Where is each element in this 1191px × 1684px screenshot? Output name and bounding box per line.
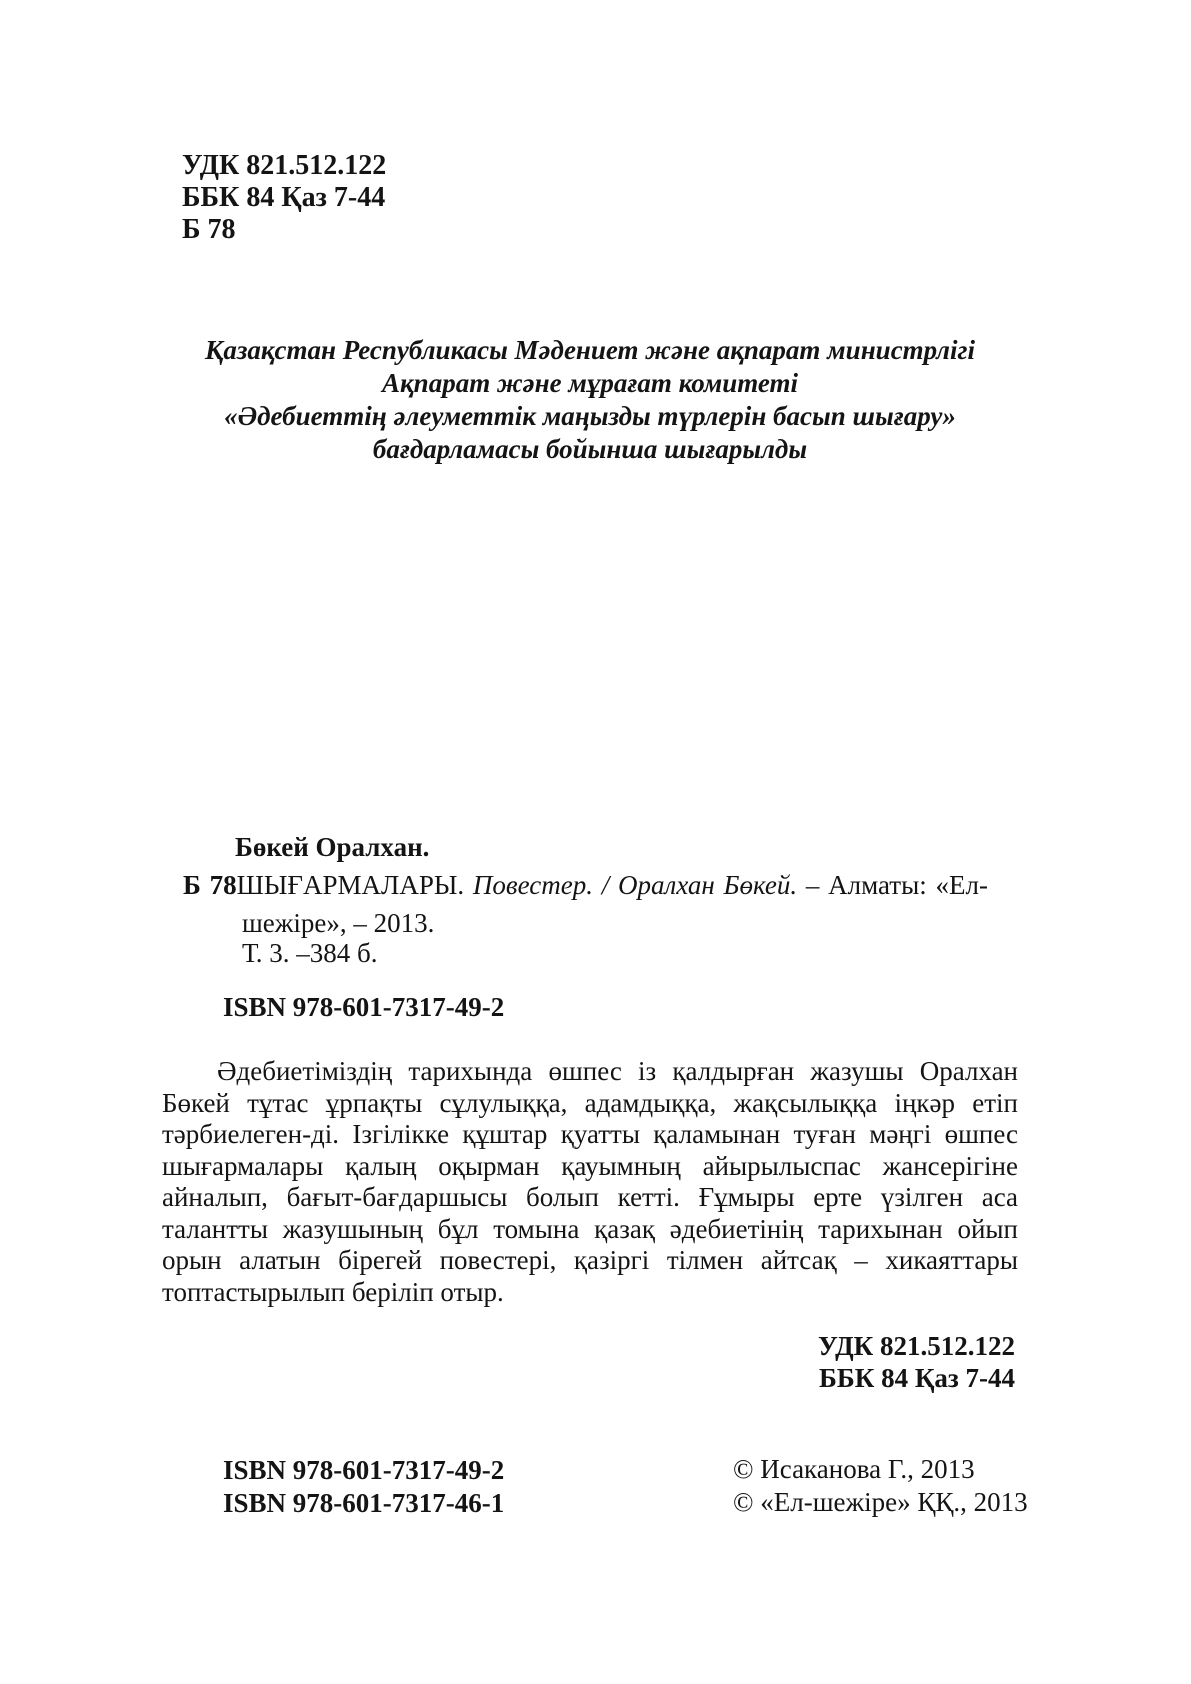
footer-isbn: ISBN 978-601-7317-49-2	[223, 1455, 505, 1485]
annotation-paragraph: Әдебиетіміздің тарихында өшпес із қалдырған жазушы Оралхан Бөкей тұтас ұрпақты сұлулыққа, адамдыққа, жақсылыққа іңкәр етіп тәрбиелеген-ді. Ізгілікке құштар қуатты қаламынан туған мәңгі өшпес шығармалары қалың оқырман қауымның айырылыспас жансерігіне айналып, бағыт-бағдаршысы болып кетті. Ғұмыры ерте үзілген аса талантты жазушының бұл томына қазақ әдебиетінің тарихынан ойып орын алатын бірегей повестері, қазіргі тілмен айтсақ – хикаяттары топтастырылып беріліп отыр.	[162, 1056, 1018, 1307]
ministry-line: Ақпарат және мұрағат комитеті	[381, 368, 798, 398]
footer-copyright-block	[733, 1453, 1028, 1519]
ministry-line: «Әдебиеттің әлеуметтік маңызды түрлерін басып шығару»	[224, 401, 956, 431]
udk-code-bottom: УДК 821.512.122	[818, 1331, 1015, 1361]
bottom-classification-block	[818, 1330, 1015, 1394]
ministry-line: Қазақстан Республикасы Мәдениет және ақпарат министрлігі	[205, 335, 975, 365]
copyright-line: © «Ел-шежіре» ҚҚ., 2013	[733, 1487, 1028, 1517]
ministry-program-block	[165, 334, 1015, 466]
footer-isbn: ISBN 978-601-7317-46-1	[223, 1488, 505, 1518]
copyright-line: © Исаканова Г., 2013	[733, 1454, 975, 1484]
catalog-code: Б 78	[183, 870, 237, 900]
bbk-code-bottom: ББК 84 Қаз 7-44	[819, 1363, 1015, 1393]
ministry-line: бағдарламасы бойынша шығарылды	[372, 434, 808, 464]
bbk-code: ББК 84 Қаз 7-44	[182, 182, 386, 213]
top-classification-block	[182, 150, 386, 246]
catalog-entry-line2: шежіре», – 2013.	[242, 908, 435, 938]
udk-code: УДК 821.512.122	[182, 150, 387, 181]
catalog-entry-line3: Т. 3. –384 б.	[242, 938, 378, 968]
isbn-main: ISBN 978-601-7317-49-2	[223, 992, 505, 1022]
footer-isbn-block	[223, 1454, 504, 1520]
catalog-entry-line1	[183, 870, 988, 901]
book-code: Б 78	[182, 214, 236, 245]
catalog-subtitle: Повестер. / Оралхан Бөкей.	[472, 870, 798, 900]
catalog-publisher: – Алматы: «Ел-	[797, 870, 988, 900]
catalog-author: Бөкей Оралхан.	[235, 832, 430, 862]
catalog-title: ШЫҒАРМАЛАРЫ.	[236, 870, 473, 900]
